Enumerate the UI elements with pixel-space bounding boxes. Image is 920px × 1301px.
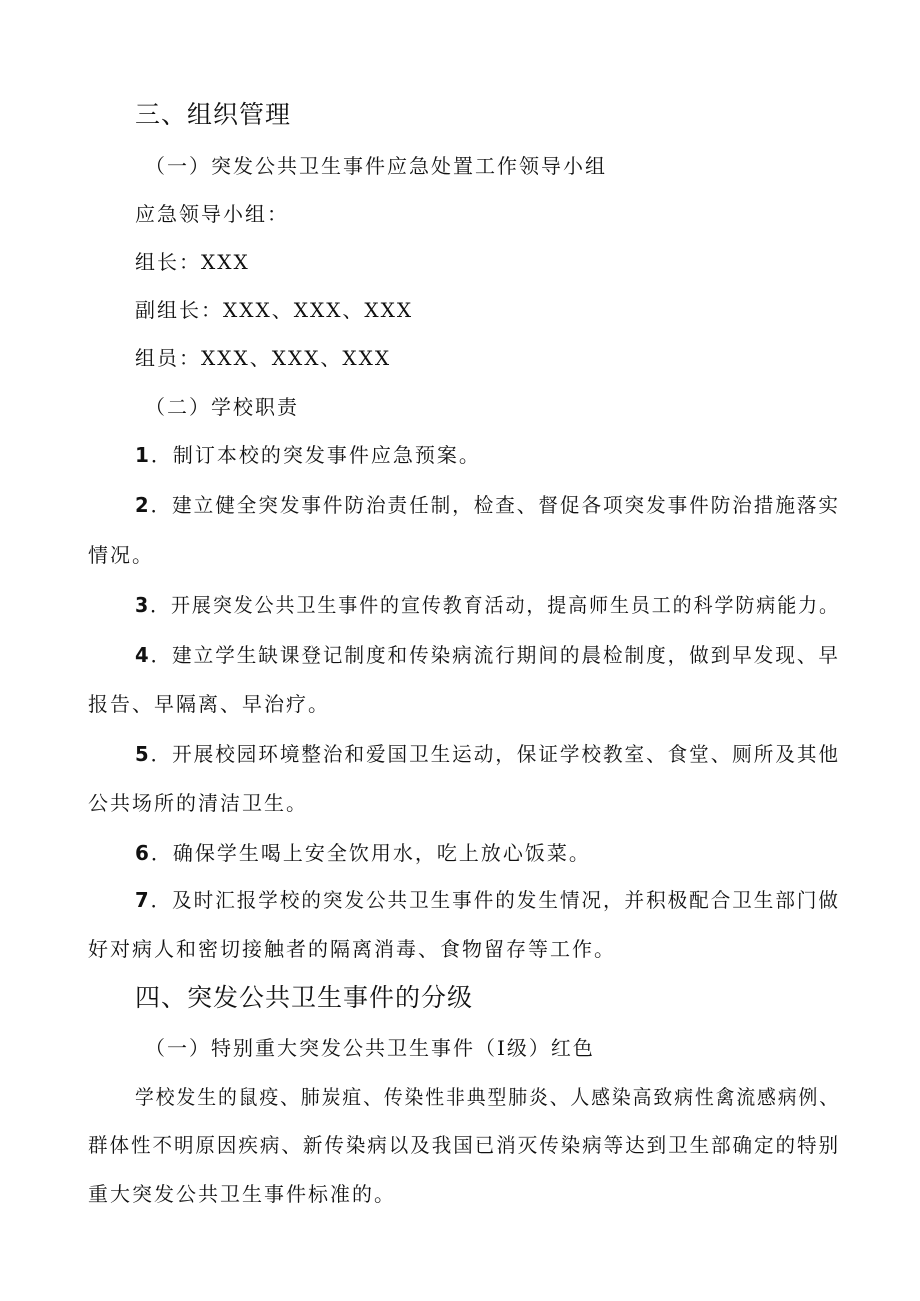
duty-item	[135, 838, 591, 868]
item-text: ．建立健全突发事件防治责任制，检查、督促各项突发事件防治措施落实	[150, 493, 840, 517]
duty-item	[135, 490, 840, 520]
duty-item	[135, 590, 840, 620]
item-number: 1	[135, 443, 151, 467]
item-text: ．及时汇报学校的突发公共卫生事件的发生情况，并积极配合卫生部门做	[150, 888, 840, 912]
leader-line: 组长：XXX	[135, 250, 250, 274]
item-number: 3	[135, 593, 151, 617]
item-number: 6	[135, 841, 151, 865]
paragraph-line: 学校发生的鼠疫、肺炭疽、传染性非典型肺炎、人感染高致病性禽流感病例、	[135, 1085, 840, 1109]
item-text-continuation: 情况。	[88, 543, 154, 567]
duty-item	[135, 739, 840, 769]
item-text-continuation: 报告、早隔离、早治疗。	[88, 692, 330, 716]
section-4-heading: 四、突发公共卫生事件的分级	[135, 983, 474, 1012]
paragraph-line: 群体性不明原因疾病、新传染病以及我国已消灭传染病等达到卫生部确定的特别	[88, 1133, 840, 1157]
duty-item	[135, 640, 840, 670]
subsection-school-duties: （二）学校职责	[145, 395, 299, 419]
item-number: 2	[135, 493, 151, 517]
item-text-continuation: 公共场所的清洁卫生。	[88, 791, 308, 815]
item-text: ．确保学生喝上安全饮用水，吃上放心饭菜。	[150, 841, 591, 865]
item-text: ．开展突发公共卫生事件的宣传教育活动，提高师生员工的科学防病能力。	[150, 593, 840, 617]
section-3-heading: 三、组织管理	[135, 100, 292, 129]
item-text: ．建立学生缺课登记制度和传染病流行期间的晨检制度，做到早发现、早	[150, 643, 840, 667]
item-text-continuation: 好对病人和密切接触者的隔离消毒、食物留存等工作。	[88, 937, 616, 961]
duty-item	[135, 885, 840, 915]
deputy-line: 副组长：XXX、XXX、XXX	[135, 298, 414, 322]
item-number: 5	[135, 742, 151, 766]
subsection-leadership-group: （一）突发公共卫生事件应急处置工作领导小组	[145, 154, 607, 178]
item-number: 7	[135, 888, 151, 912]
subsection-level-1: （一）特别重大突发公共卫生事件（I级）红色	[145, 1036, 595, 1060]
paragraph-line: 重大突发公共卫生事件标准的。	[88, 1182, 396, 1206]
group-label: 应急领导小组：	[135, 202, 289, 226]
members-line: 组员：XXX、XXX、XXX	[135, 346, 392, 370]
item-text: ．开展校园环境整治和爱国卫生运动，保证学校教室、食堂、厕所及其他	[150, 742, 840, 766]
item-text: ．制订本校的突发事件应急预案。	[150, 443, 481, 467]
duty-item	[135, 440, 481, 470]
item-number: 4	[135, 643, 151, 667]
